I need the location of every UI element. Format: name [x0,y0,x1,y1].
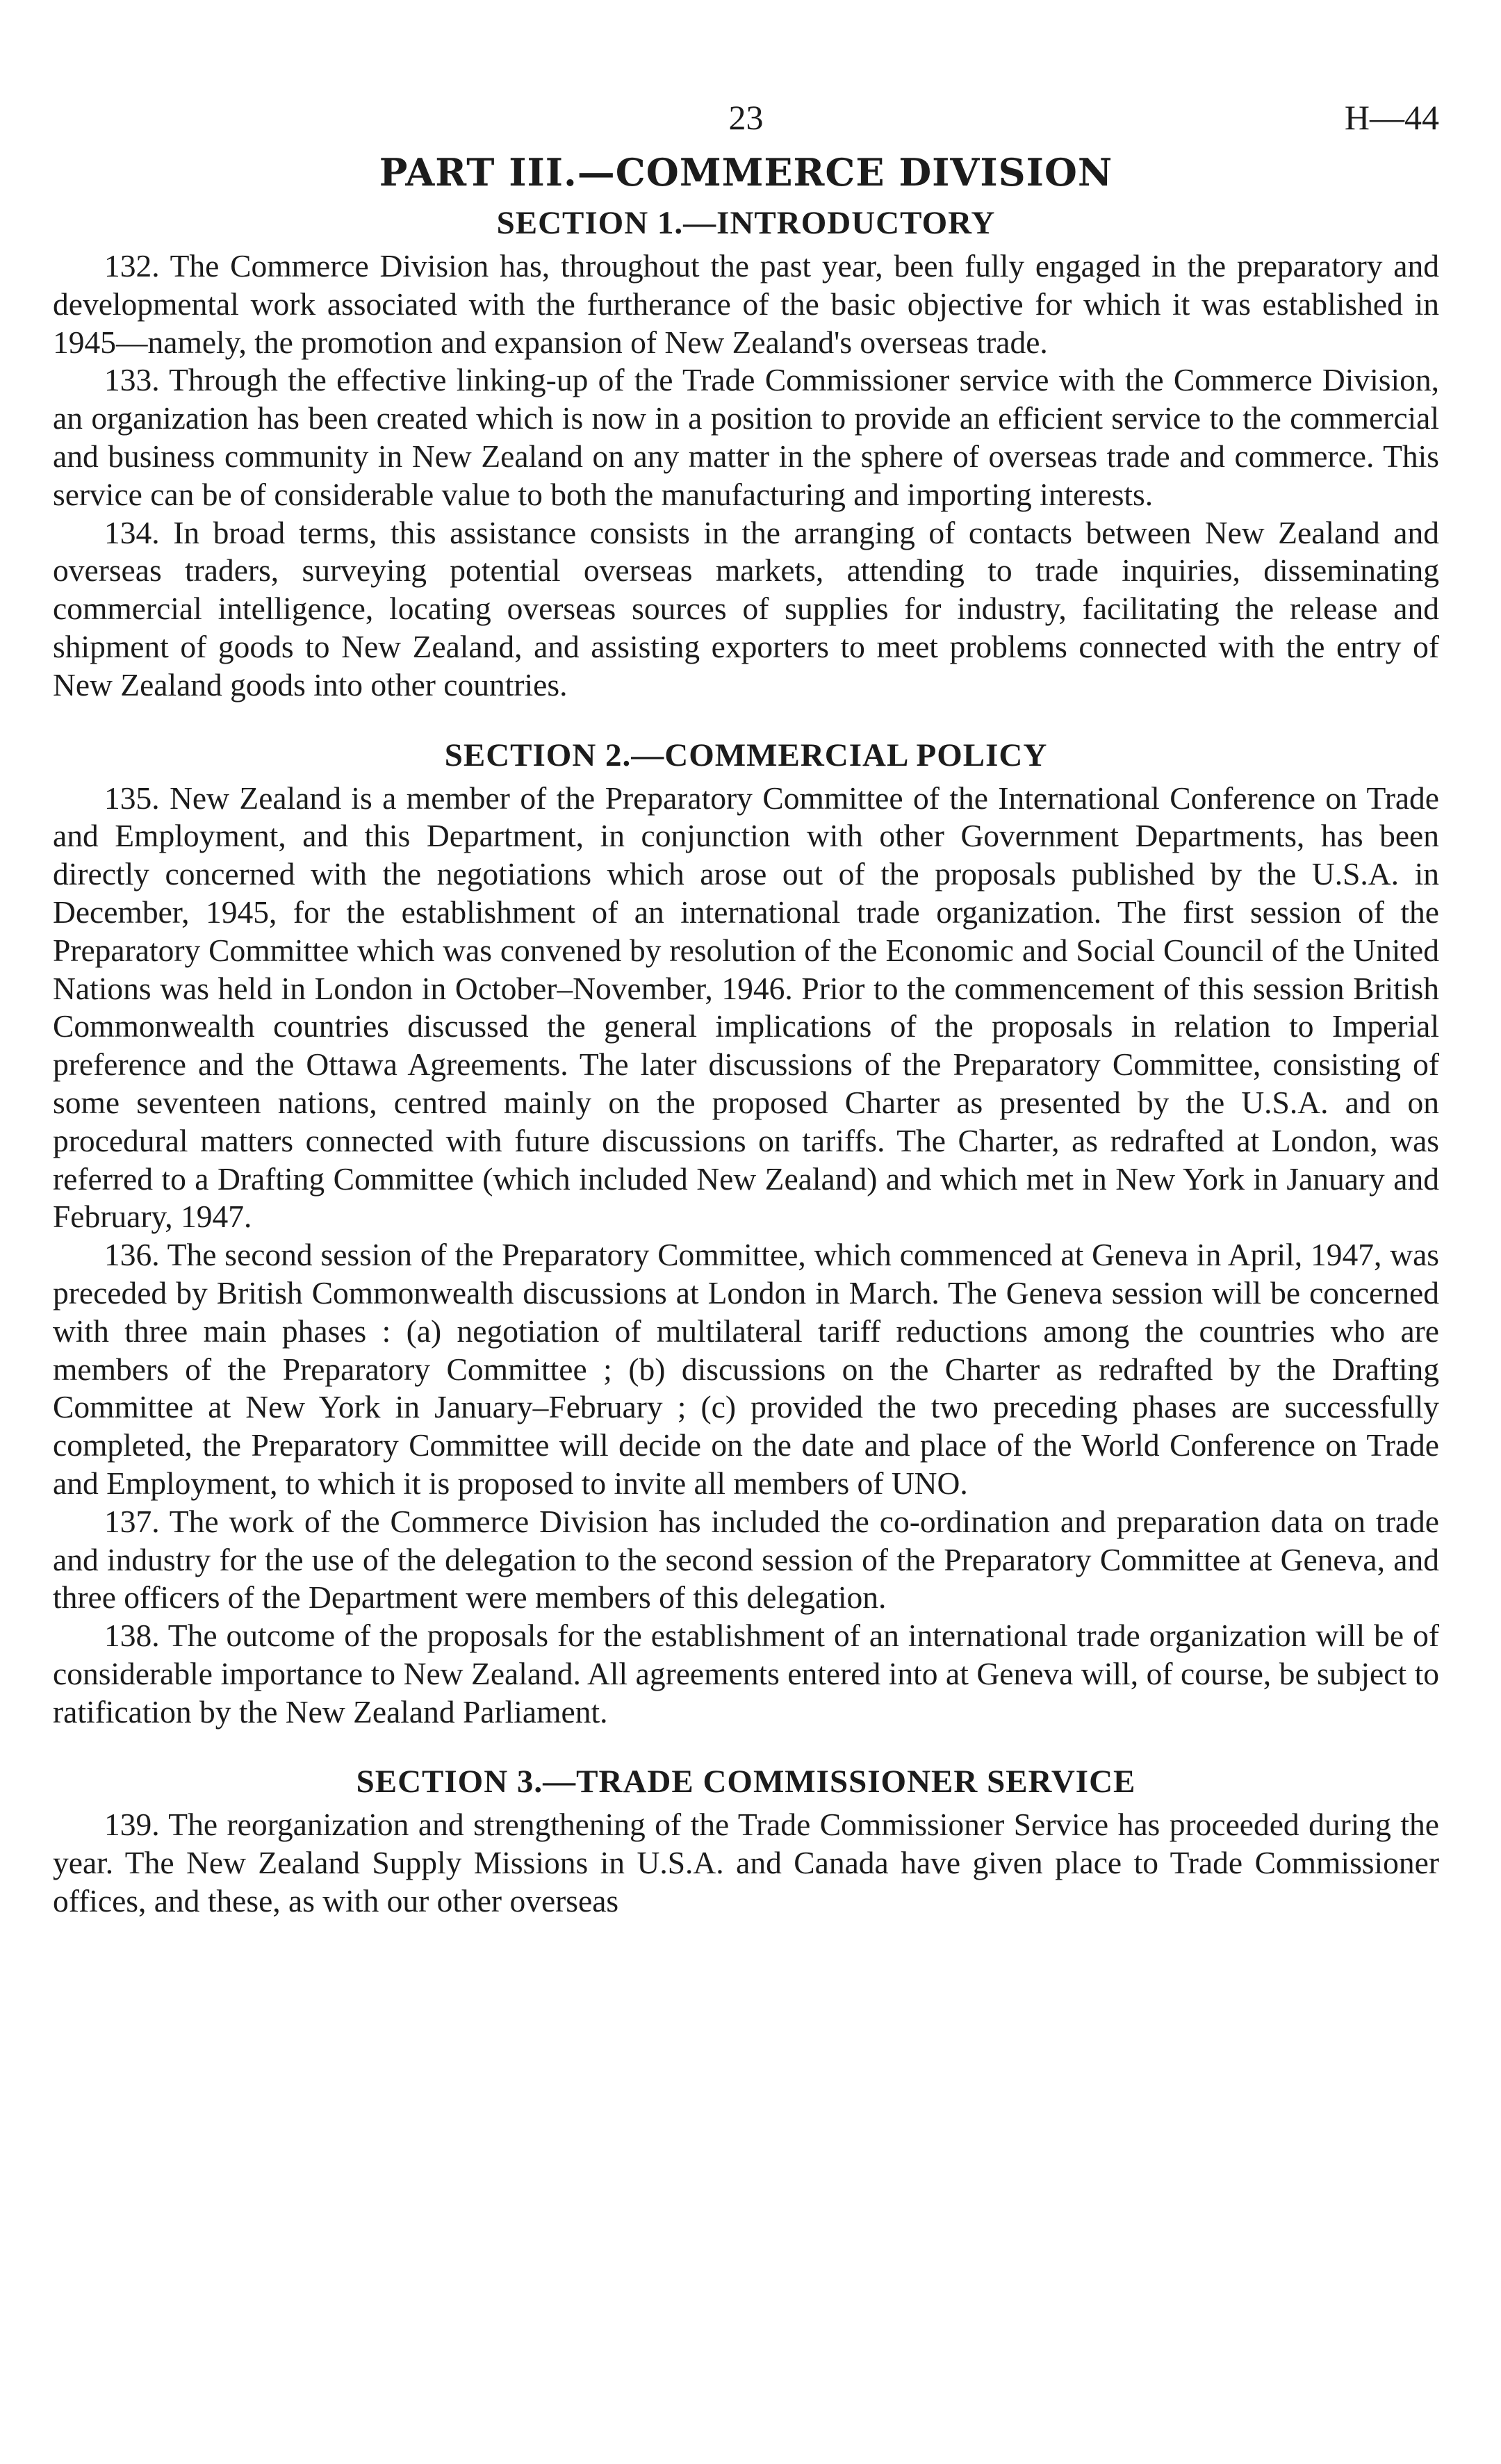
part-title: PART III.—COMMERCE DIVISION [379,150,1113,195]
page-number: 23 [728,98,764,137]
section-heading: SECTION 3.—TRADE COMMISSIONER SERVICE [356,1764,1136,1800]
paragraph-136: 136. The second session of the Preparatory Committee, which commenced at Geneva in April, 1947, was preceded by British Commonwealth discussions at London in March. The Geneva session will be concerned with three main phases : (a) negotiation of multilateral tariff reductions among the countries who are members of the Preparatory Committee ; (b) discussions on the Charter as redrafted by the Drafting Committee at New York in January–February ; (c) provided the two preceding phases are successfully completed, the Preparatory Committee will decide on the date and place of the World Conference on Trade and Employment, to which it is proposed to invite all members of UNO. [53,1237,1439,1501]
section-commercial-policy [53,735,1439,1732]
section-heading: SECTION 1.—INTRODUCTORY [496,205,996,241]
paragraph-135: 135. New Zealand is a member of the Preparatory Committee of the International Conference on Trade and Employment, and this Department, in conjunction with other Government Departments, has been directly concerned with the negotiations which arose out of the proposals published by the U.S.A. in December, 1945, for the establishment of an international trade organization. The first session of the Preparatory Committee which was convened by resolution of the Economic and Social Council of the United Nations was held in London in October–November, 1946. Prior to the commencement of this session British Commonwealth countries discussed the general implications of the proposals in relation to Imperial preference and the Ottawa Agreements. The later discussions of the Preparatory Committee, consisting of some seventeen nations, centred mainly on the proposed Charter as presented by the U.S.A. and on procedural matters connected with future discussions on tariffs. The Charter, as redrafted at London, was referred to a Drafting Committee (which included New Zealand) and which met in New York in January and February, 1947. [53,780,1439,1235]
section-heading: SECTION 2.—COMMERCIAL POLICY [444,737,1048,773]
paragraph-133: 133. Through the effective linking-up of the Trade Commissioner service with the Commerce Division, an organization has been created which is now in a position to provide an efficient service to the commercial and business community in New Zealand on any matter in the sphere of overseas trade and commerce. This service can be of considerable value to both the manufacturing and importing interests. [53,362,1439,512]
document-code: H—44 [1344,98,1439,137]
paragraph-137: 137. The work of the Commerce Division has included the co-ordination and preparation data on trade and industry for the use of the delegation to the second session of the Preparatory Committee at Geneva, and three officers of the Department were members of this delegation. [53,1503,1439,1616]
section-trade-commissioner-service [53,1761,1439,1920]
document-page [53,83,1439,1921]
paragraph-139: 139. The reorganization and strengthening of the Trade Commissioner Service has proceeded during the year. The New Zealand Supply Missions in U.S.A. and Canada have given place to Trade Commissioner offices, and these, as with our other overseas [53,1807,1439,1919]
paragraph-132: 132. The Commerce Division has, throughout the past year, been fully engaged in the preparatory and developmental work associated with the furtherance of the basic objective for which it was established in 1945—namely, the promotion and expansion of New Zealand's overseas trade. [53,248,1439,360]
running-header [53,83,1439,150]
section-introductory [53,203,1439,705]
paragraph-138: 138. The outcome of the proposals for the establishment of an international trade organization will be of considerable importance to New Zealand. All agreements entered into at Geneva will, of course, be subject to ratification by the New Zealand Parliament. [53,1618,1439,1730]
paragraph-134: 134. In broad terms, this assistance consists in the arranging of contacts between New Zealand and overseas traders, surveying potential overseas markets, attending to trade inquiries, disseminating commercial intelligence, locating overseas sources of supplies for industry, facilitating the release and shipment of goods to New Zealand, and assisting exporters to meet problems connected with the entry of New Zealand goods into other countries. [53,514,1439,703]
